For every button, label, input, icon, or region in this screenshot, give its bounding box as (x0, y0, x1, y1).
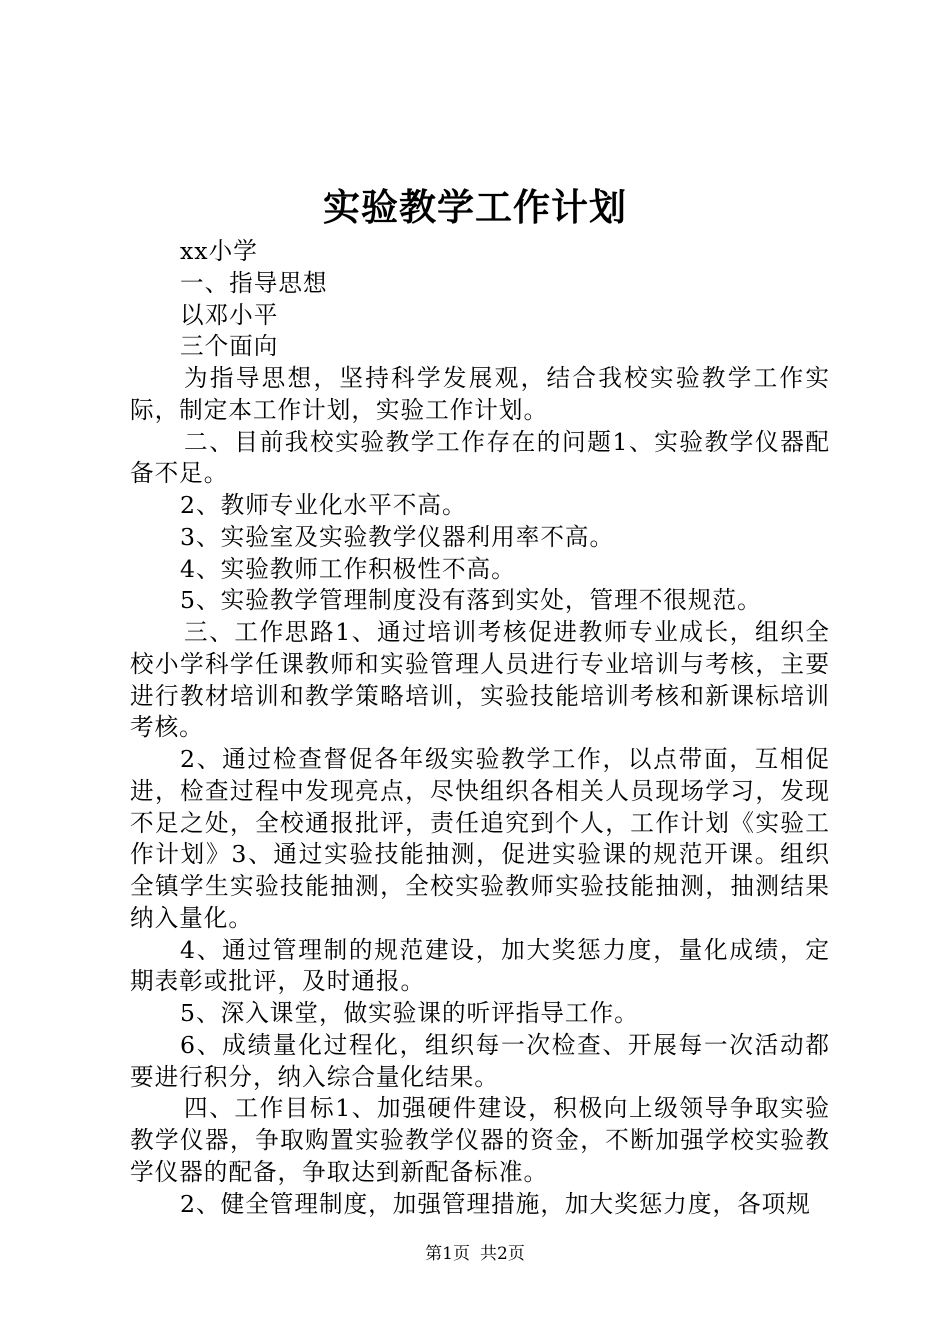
document-body (130, 236, 830, 1220)
paragraph-problem-4: 4、实验教师工作积极性不高。 (180, 554, 516, 583)
paragraph-approach-2: 2、通过检查督促各年级实验教学工作，以点带面，互相促进，检查过程中发现亮点，尽快组织各相关人员现场学习，发现不足之处，全校通报批评，责任追究到个人，工作计划《实验工作计划》3、通过实验技能抽测，促进实验课的规范开课。组织全镇学生实验技能抽测，全校实验教师实验技能抽测，抽测结果纳入量化。 (130, 745, 830, 932)
paragraph-school: xx小学 (180, 237, 258, 265)
paragraph-problem-3: 3、实验室及实验教学仪器利用率不高。 (180, 522, 615, 551)
paragraph-problem-5: 5、实验教学管理制度没有落到实处，管理不很规范。 (180, 586, 762, 615)
paragraph-heading-guiding-thought: 一、指导思想 (180, 268, 328, 297)
document-title: 实验教学工作计划 (323, 185, 627, 229)
page-number: 第1页 (425, 1244, 470, 1264)
page-footer (0, 1242, 950, 1266)
paragraph-heading-goals: 四、工作目标1、加强硬件建设，积极向上级领导争取实验教学仪器，争取购置实验教学仪器的资金，不断加强学校实验教学仪器的配备，争取达到新配备标准。 (130, 1094, 830, 1186)
paragraph-heading-approach: 三、工作思路1、通过培训考核促进教师专业成长，组织全校小学科学任课教师和实验管理人员进行专业培训与考核，主要进行教材培训和教学策略培训，实验技能培训考核和新课标培训考核。 (130, 618, 830, 742)
paragraph-approach-5: 5、深入课堂，做实验课的听评指导工作。 (180, 999, 639, 1027)
paragraph-approach-4: 4、通过管理制的规范建设，加大奖惩力度，量化成绩，定期表彰或批评，及时通报。 (130, 935, 830, 996)
paragraph-deng: 以邓小平 (180, 300, 279, 329)
paragraph-goal-2: 2、健全管理制度，加强管理措施，加大奖惩力度，各项规 (180, 1189, 811, 1218)
paragraph-approach-6: 6、成绩量化过程化，组织每一次检查、开展每一次活动都要进行积分，纳入综合量化结果。 (130, 1030, 830, 1091)
page-total: 共2页 (480, 1244, 525, 1264)
paragraph-three-orientations: 三个面向 (180, 332, 279, 361)
paragraph-heading-problems: 二、目前我校实验教学工作存在的问题1、实验教学仪器配备不足。 (130, 427, 830, 488)
paragraph-guiding-text: 为指导思想，坚持科学发展观，结合我校实验教学工作实际，制定本工作计划，实验工作计划。 (130, 364, 830, 424)
paragraph-problem-2: 2、教师专业化水平不高。 (180, 491, 467, 519)
